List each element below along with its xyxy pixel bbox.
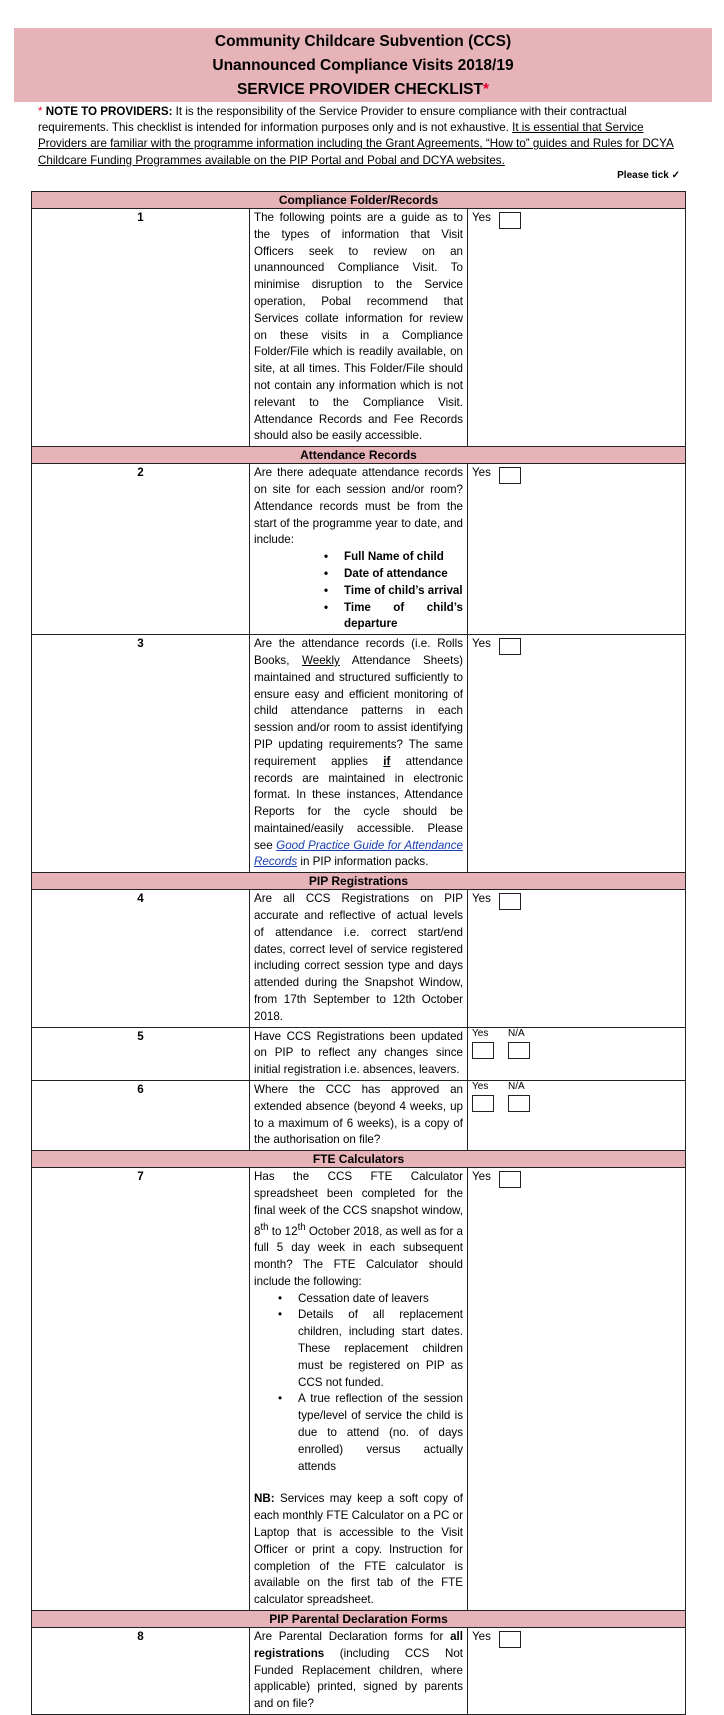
yes-checkbox[interactable] xyxy=(472,1095,494,1112)
asterisk: * xyxy=(483,81,490,98)
note-label: NOTE TO PROVIDERS: xyxy=(45,105,173,118)
item-number: 4 xyxy=(32,890,250,1027)
checklist-row: 2 Are there adequate attendance records on site for each session and/or room? Attendance records must be from the start of the programme year to date, and include: • Full Name of child • Date of attendance • Time of child’s arrival • Time of child’s departure Yes xyxy=(32,464,686,635)
item-text: Are Parental Declaration forms for all registrations (including CCS Not Funded Replacement children, where applicable) printed, signed by parents and on file? xyxy=(250,1628,468,1715)
section-header: FTE Calculators xyxy=(32,1151,686,1168)
item-text: Has the CCS FTE Calculator spreadsheet been completed for the final week of the CCS snapshot window, 8th to 12th October 2018, as well as for a full 5 day week in each subsequent month? The FTE Calculator should include the following: • Cessation date of leavers • Details of all replacement children, including start dates. These replacement children must be registered on PIP as CCS not funded. • A true reflection of the session type/level of service the child is due to attend (no. of days enrolled) versus actually attends NB: Services may keep a soft copy of each monthly FTE Calculator on a PC or Laptop that is accessible to the Visit Officer or print a copy. Instruction for completion of the FTE calculator is available on the first tab of the FTE calculator spreadsheet. xyxy=(250,1168,468,1611)
item-number: 6 xyxy=(32,1081,250,1151)
item-number: 8 xyxy=(32,1628,250,1715)
section-header: PIP Registrations xyxy=(32,873,686,890)
section-header: PIP Parental Declaration Forms xyxy=(32,1611,686,1628)
checklist-row: 7 Has the CCS FTE Calculator spreadsheet been completed for the final week of the CCS snapshot window, 8th to 12th October 2018, as well as for a full 5 day week in each subsequent month? The FTE Calculator should include the following: • Cessation date of leavers • Details of all replacement children, including start dates. These replacement children must be registered on PIP as CCS not funded. • A true reflection of the session type/level of service the child is due to attend (no. of days enrolled) versus actually attends NB: Services may keep a soft copy of each monthly FTE Calculator on a PC or Laptop that is accessible to the Visit Officer or print a copy. Instruction for completion of the FTE calculator is available on the first tab of the FTE calculator spreadsheet. Yes xyxy=(32,1168,686,1611)
na-checkbox[interactable] xyxy=(508,1095,530,1112)
section-header: Attendance Records xyxy=(32,447,686,464)
yes-checkbox[interactable] xyxy=(499,467,521,484)
checklist-row: 6 Where the CCC has approved an extended absence (beyond 4 weeks, up to a maximum of 6 weeks), is a copy of the authorisation on file? Yes N/A xyxy=(32,1081,686,1151)
checklist-table xyxy=(31,191,686,1715)
item-number: 2 xyxy=(32,464,250,635)
na-checkbox[interactable] xyxy=(508,1042,530,1059)
title-line-2: Unannounced Compliance Visits 2018/19 xyxy=(212,57,514,74)
please-tick-label: Please tick ✓ xyxy=(617,170,680,181)
item-number: 5 xyxy=(32,1027,250,1080)
section-header: Compliance Folder/Records xyxy=(32,192,686,209)
item-number: 3 xyxy=(32,635,250,873)
item-text: Where the CCC has approved an extended absence (beyond 4 weeks, up to a maximum of 6 weeks), is a copy of the authorisation on file? xyxy=(250,1081,468,1151)
attendance-list: • Full Name of child • Date of attendance • Time of child’s arrival • Time of child’s departure xyxy=(254,549,463,633)
title-line-1: Community Childcare Subvention (CCS) xyxy=(214,33,512,50)
nb-note: NB: Services may keep a soft copy of each monthly FTE Calculator on a PC or Laptop that is accessible to the Visit Officer or print a copy. Instruction for completion of the FTE calculator is available on the first tab of the FTE calculator spreadsheet. xyxy=(254,1492,463,1607)
yes-checkbox[interactable] xyxy=(499,212,521,229)
checklist-row: 1 The following points are a guide as to the types of information that Visit Officers seek to review on an unannounced Compliance Visit. To minimise disruption to the Service operation, Pobal recommend that Services collate information for review on these visits in a Compliance Folder/File which is readily available, on site, at all times. This Folder/File should not contain any information which is not relevant to the Compliance Visit. Attendance Records and Fee Records should also be easily accessible. Yes xyxy=(32,209,686,447)
item-text: Are all CCS Registrations on PIP accurate and reflective of actual levels of attendance i.e. correct start/end dates, correct level of service registered including correct session type and days attended during the Snapshot Window, from 17th September to 12th October 2018. xyxy=(250,890,468,1027)
yes-checkbox[interactable] xyxy=(472,1042,494,1059)
document-header xyxy=(14,28,712,102)
item-text: Have CCS Registrations been updated on PIP to reflect any changes since initial registration i.e. absences, leavers. xyxy=(250,1027,468,1080)
note-underlined: It is essential that Service Providers are familiar with the programme information including the Grant Agreements, “How to” guides and Rules for DCYA Childcare Funding Programmes available on the PIP Portal and Pobal and DCYA websites. xyxy=(38,121,674,167)
note-to-providers: * NOTE TO PROVIDERS: It is the responsibility of the Service Provider to ensure compliance with their contractual requirements. This checklist is intended for information purposes only and is not exhaustive. It is essential that Service Providers are familiar with the programme information including the Grant Agreements, “How to” guides and Rules for DCYA Childcare Funding Programmes available on the PIP Portal and Pobal and DCYA websites. xyxy=(38,105,674,167)
checklist-row: 8 Are Parental Declaration forms for all registrations (including CCS Not Funded Replacement children, where applicable) printed, signed by parents and on file? Yes xyxy=(32,1628,686,1715)
item-text: The following points are a guide as to the types of information that Visit Officers seek to review on an unannounced Compliance Visit. To minimise disruption to the Service operation, Pobal recommend that Services collate information for review on these visits in a Compliance Folder/File which is readily available, on site, at all times. This Folder/File should not contain any information which is not relevant to the Compliance Visit. Attendance Records and Fee Records should also be easily accessible. xyxy=(250,209,468,447)
fte-list: • Cessation date of leavers • Details of all replacement children, including start dates. These replacement children must be registered on PIP as CCS not funded. • A true reflection of the session type/level of service the child is due to attend (no. of days enrolled) versus actually attends xyxy=(254,1291,463,1476)
item-number: 1 xyxy=(32,209,250,447)
item-text: Are there adequate attendance records on site for each session and/or room? Attendance records must be from the start of the programme year to date, and include: • Full Name of child • Date of attendance • Time of child’s arrival • Time of child’s departure xyxy=(250,464,468,635)
checklist-row: 4 Are all CCS Registrations on PIP accurate and reflective of actual levels of attendance i.e. correct start/end dates, correct level of service registered including correct session type and days attended during the Snapshot Window, from 17th September to 12th October 2018. Yes xyxy=(32,890,686,1027)
yes-checkbox[interactable] xyxy=(499,1631,521,1648)
item-text: Are the attendance records (i.e. Rolls Books, Weekly Attendance Sheets) maintained and structured sufficiently to ensure easy and efficient monitoring of child attendance patterns in each session and/or room to assist identifying PIP updating requirements? The same requirement applies if attendance records are maintained in electronic format. In these instances, Attendance Reports for the cycle should be maintained/easily accessible. Please see Good Practice Guide for Attendance Records in PIP information packs. xyxy=(250,635,468,873)
checklist-row: 5 Have CCS Registrations been updated on PIP to reflect any changes since initial registration i.e. absences, leavers. Yes N/A xyxy=(32,1027,686,1080)
yes-checkbox[interactable] xyxy=(499,638,521,655)
attendance-guide-link[interactable]: Good Practice Guide for Attendance Records xyxy=(254,838,463,869)
yes-checkbox[interactable] xyxy=(499,1171,521,1188)
title-line-3: SERVICE PROVIDER CHECKLIST* xyxy=(236,81,490,98)
checklist-row: 3 Are the attendance records (i.e. Rolls Books, Weekly Attendance Sheets) maintained and structured sufficiently to ensure easy and efficient monitoring of child attendance patterns in each session and/or room to assist identifying PIP updating requirements? The same requirement applies if attendance records are maintained in electronic format. In these instances, Attendance Reports for the cycle should be maintained/easily accessible. Please see Good Practice Guide for Attendance Records in PIP information packs. Yes xyxy=(32,635,686,873)
yes-checkbox[interactable] xyxy=(499,893,521,910)
item-number: 7 xyxy=(32,1168,250,1611)
